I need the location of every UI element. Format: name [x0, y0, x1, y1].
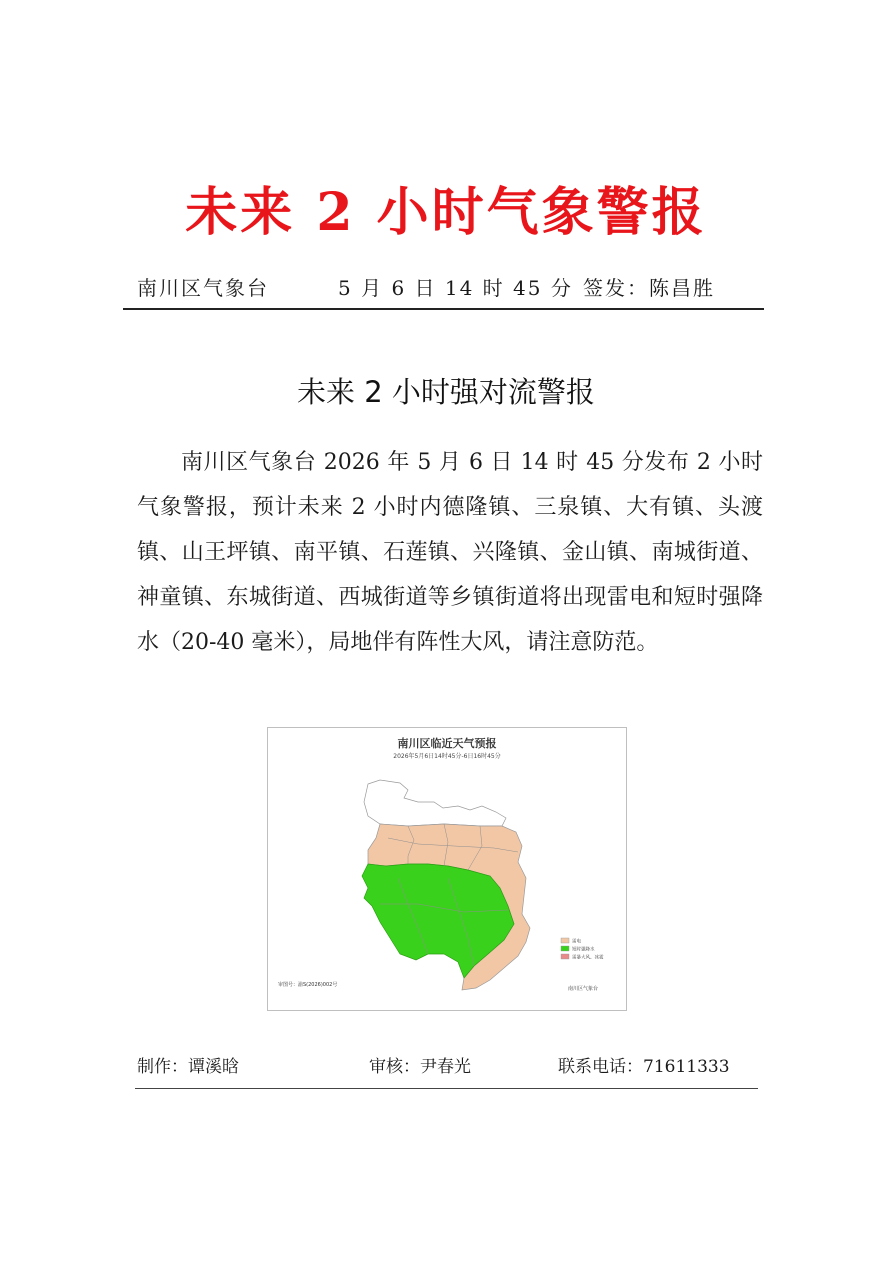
forecast-map: [267, 727, 627, 1011]
map-title: 南川区临近天气预报: [397, 737, 497, 750]
map-subtitle: 2026年5月6日14时45分-6日16时45分: [393, 753, 501, 760]
legend-thunder-label: 雷电: [572, 939, 581, 945]
issuer-name: 南川区气象台: [137, 276, 269, 300]
document-title: 未来 2 小时强对流警报: [297, 375, 595, 409]
signer-block: [583, 272, 715, 301]
forecast-map-svg: [268, 728, 626, 1010]
warning-banner-title: 未来 2 小时气象警报: [185, 182, 707, 243]
map-organization: 南川区气象台: [568, 986, 599, 992]
signer-name: 陈昌胜: [649, 276, 715, 300]
legend-thunder-swatch: [561, 938, 569, 943]
legend-wind-label: 雷暴大风、冰雹: [572, 955, 604, 961]
map-region-north-white: [364, 780, 506, 826]
footer-divider: [135, 1088, 758, 1089]
legend-rain-label: 短时强降水: [572, 947, 595, 953]
map-approval-number: 审图号：渝S(2026)002号: [278, 982, 338, 988]
legend-rain-swatch: [561, 946, 569, 951]
legend-wind-swatch: [561, 954, 569, 959]
header-divider: [123, 308, 764, 310]
warning-body: 南川区气象台 2026 年 5 月 6 日 14 时 45 分发布 2 小时气象警报，预计未来 2 小时内德隆镇、三泉镇、大有镇、头渡镇、山王坪镇、南平镇、石莲镇、兴隆镇、金山镇、南城街道、神童镇、东城街道、西城街道等乡镇街道将出现雷电和短时强降水（20-40 毫米），局地伴有阵性大风，请注意防范。: [137, 450, 763, 655]
contact-phone: 联系电话：71611333: [558, 1057, 730, 1077]
reviewer-info: 审核：尹春光: [369, 1057, 471, 1077]
maker-info: 制作：谭溪晗: [137, 1057, 239, 1077]
signer-label: 签发：: [583, 276, 649, 300]
issue-time: 5 月 6 日 14 时 45 分: [338, 276, 573, 300]
